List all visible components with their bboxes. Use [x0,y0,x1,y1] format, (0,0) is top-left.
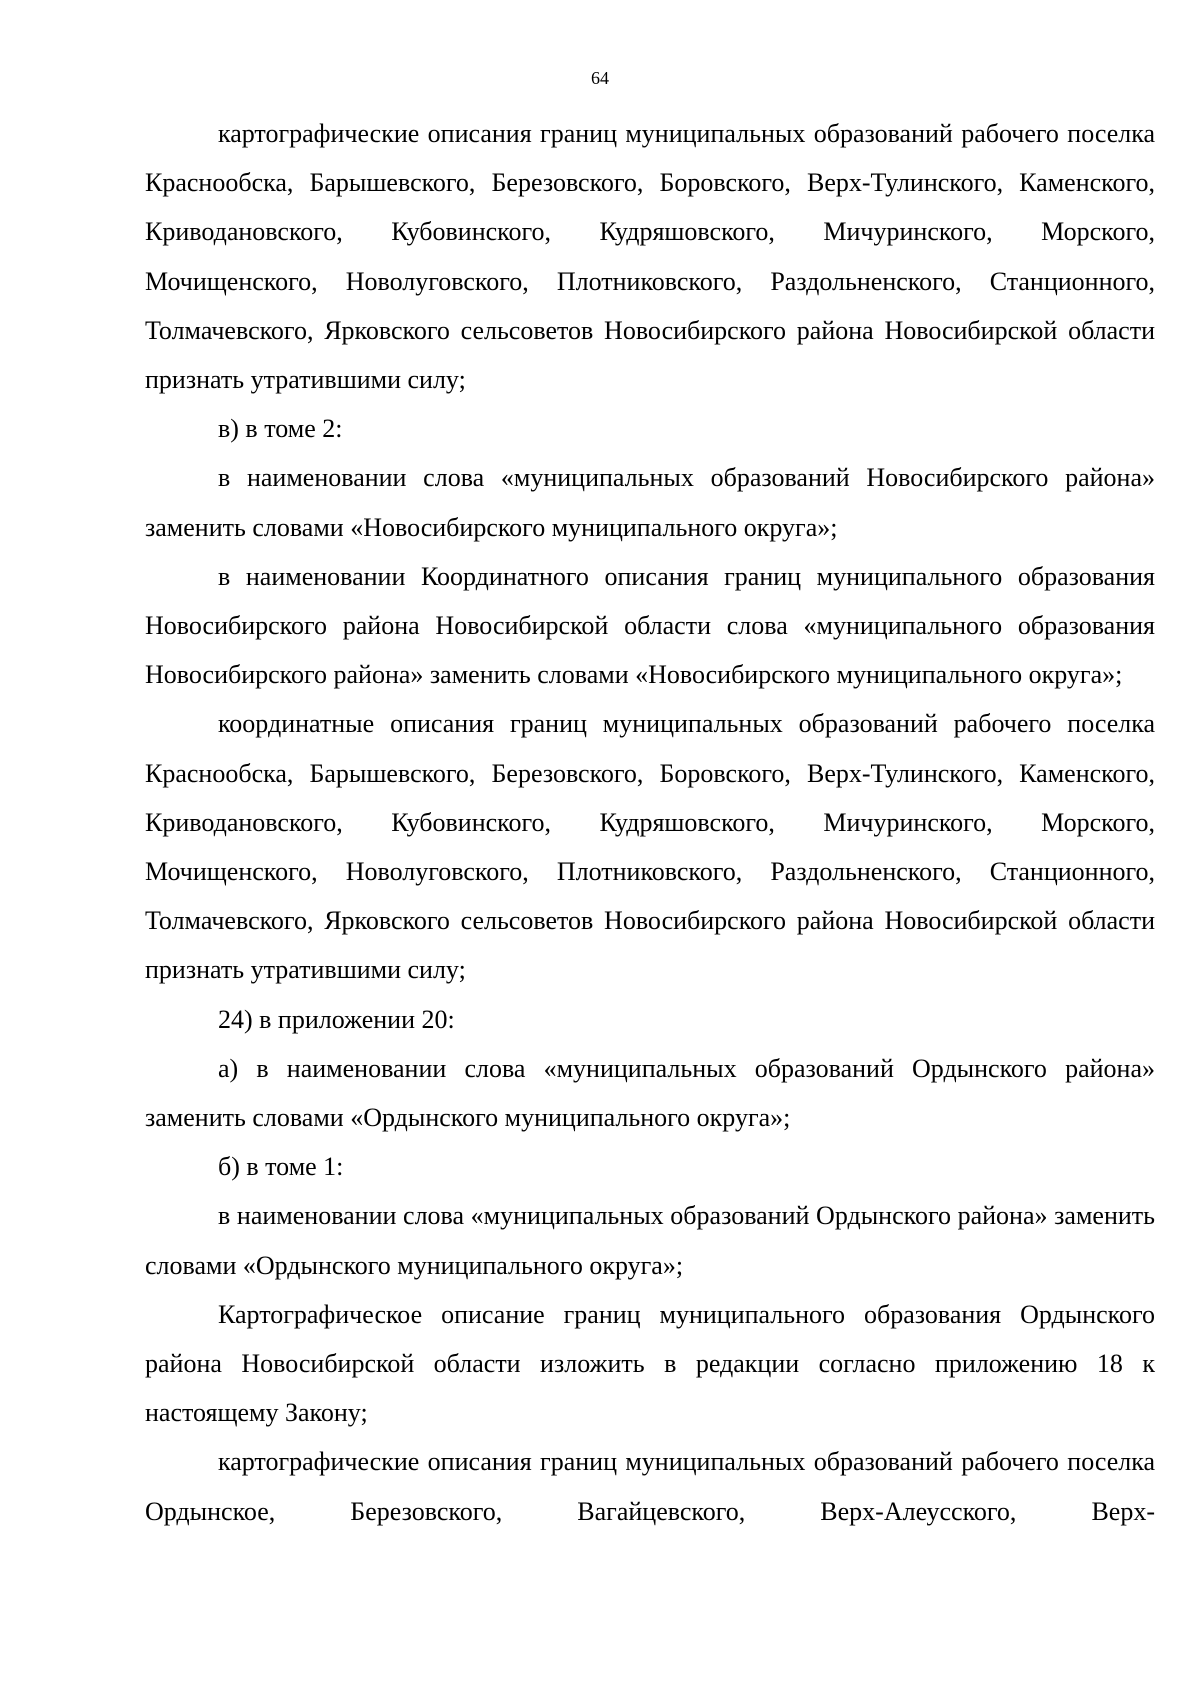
paragraph-volume-2-title-change: в наименовании слова «муниципальных образований Новосибирского района» заменить словами «Новосибирского муниципального округа»; [145,463,1155,542]
paragraph-cartographic-ordynsky-new-edition: Картографическое описание границ муниципального образования Ордынского района Новосибирской области изложить в редакции согласно приложению 18 к настоящему Закону; [145,1299,1155,1428]
paragraph-appendix-20: 24) в приложении 20: [218,1004,455,1034]
paragraph-volume-1-title-change: в наименовании слова «муниципальных образований Ордынского района» заменить словами «Ордынского муниципального округа»; [145,1201,1155,1280]
paragraph-volume-2: в) в томе 2: [218,414,343,444]
page-number: 64 [591,68,609,88]
paragraph-coordinate-title-change: в наименовании Координатного описания границ муниципального образования Новосибирского района Новосибирской области слова «муниципального образования Новосибирского района» заменить словами «Новосибирского муниципального округа»; [145,561,1155,690]
paragraph-cartographic-ordynsky-municipalities: картографические описания границ муниципальных образований рабочего поселка Ордынское, Березовского, Вагайцевского, Верх-Алеусского, Верх- [145,1447,1155,1526]
document-body [145,109,1155,1536]
paragraph-coordinate-novosibirsk: координатные описания границ муниципальных образований рабочего поселка Краснообска, Барышевского, Березовского, Боровского, Верх-Тулинского, Каменского, Криводановского, Кубовинского, Кудряшовского, Мичуринского, Морского, Мочищенского, Новолуговского, Плотниковского, Раздольненского, Станционного, Толмачевского, Ярковского сельсоветов Новосибирского района Новосибирской области признать утратившими силу; [145,709,1155,985]
paragraph-volume-1: б) в томе 1: [218,1152,344,1182]
paragraph-appendix-20-title-change: а) в наименовании слова «муниципальных образований Ордынского района» заменить словами «Ордынского муниципального округа»; [145,1053,1155,1133]
paragraph-cartographic-novosibirsk: картографические описания границ муниципальных образований рабочего поселка Краснообска, Барышевского, Березовского, Боровского, Верх-Тулинского, Каменского, Криводановского, Кубовинского, Кудряшовского, Мичуринского, Морского, Мочищенского, Новолуговского, Плотниковского, Раздольненского, Станционного, Толмачевского, Ярковского сельсоветов Новосибирского района Новосибирской области признать утратившими силу; [145,119,1155,395]
